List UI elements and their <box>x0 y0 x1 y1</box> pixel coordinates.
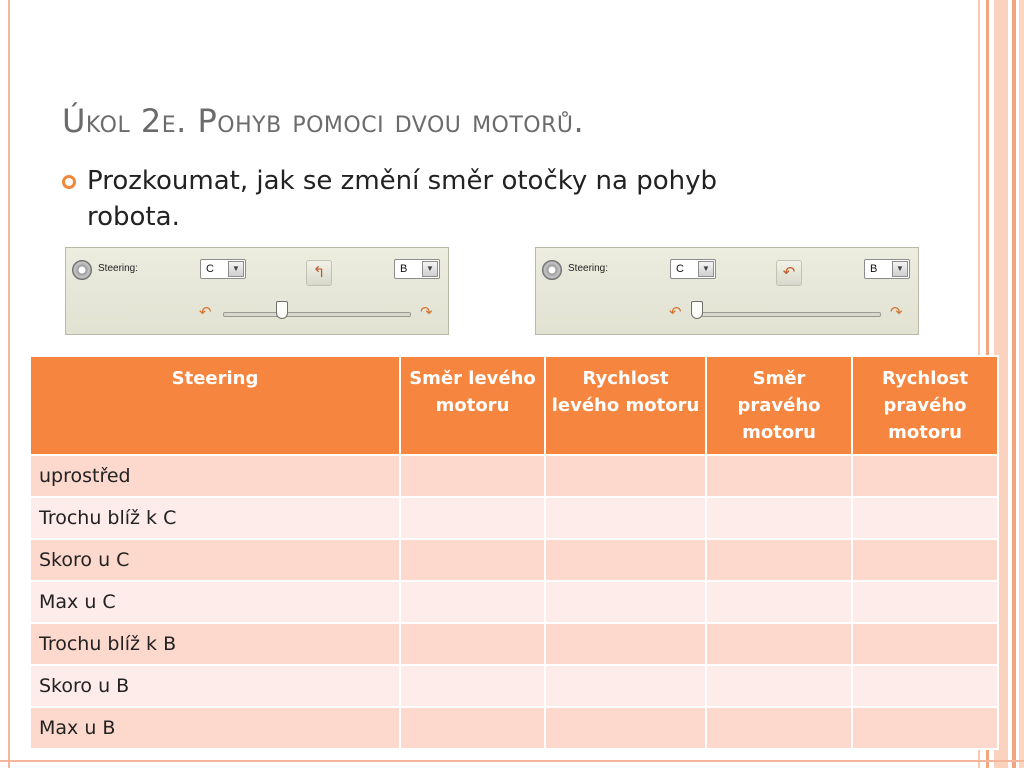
table-cell[interactable] <box>852 623 998 665</box>
steering-slider-thumb[interactable] <box>276 301 288 319</box>
gear-icon[interactable] <box>72 260 92 280</box>
chevron-down-icon[interactable]: ▼ <box>698 261 714 277</box>
table-row <box>30 623 998 665</box>
border-line <box>1019 0 1024 768</box>
table-cell[interactable] <box>545 539 706 581</box>
column-header-steering: Steering <box>30 356 400 455</box>
table-cell[interactable] <box>545 497 706 539</box>
table-cell[interactable] <box>400 665 545 707</box>
port-left-select[interactable] <box>200 259 246 279</box>
table-cell[interactable] <box>400 497 545 539</box>
row-label: Max u B <box>30 707 400 749</box>
turn-left-icon: ↶ <box>199 304 212 321</box>
bullet-item <box>62 163 802 235</box>
row-label: Skoro u C <box>30 539 400 581</box>
table-cell[interactable] <box>400 707 545 749</box>
port-right-value: B <box>870 263 878 275</box>
row-label: Trochu blíž k B <box>30 623 400 665</box>
table-cell[interactable] <box>706 623 852 665</box>
port-left-value: C <box>206 263 214 275</box>
table-cell[interactable] <box>852 581 998 623</box>
column-header-right-direction: Směr pravého motoru <box>706 356 852 455</box>
table-cell[interactable] <box>545 665 706 707</box>
table-row <box>30 707 998 749</box>
table-cell[interactable] <box>706 581 852 623</box>
border-line <box>8 0 10 768</box>
table-row <box>30 539 998 581</box>
arrow-up-icon[interactable]: ↰ <box>306 260 332 286</box>
table-cell[interactable] <box>400 455 545 497</box>
table-cell[interactable] <box>852 539 998 581</box>
turn-right-icon: ↷ <box>890 304 903 321</box>
steering-slider-track[interactable] <box>693 312 881 317</box>
port-right-select[interactable] <box>394 259 440 279</box>
steering-label: Steering: <box>98 263 139 274</box>
table-cell[interactable] <box>400 539 545 581</box>
column-header-left-direction: Směr levého motoru <box>400 356 545 455</box>
table-cell[interactable] <box>400 581 545 623</box>
port-right-select[interactable] <box>864 259 910 279</box>
table-row <box>30 455 998 497</box>
table-cell[interactable] <box>852 497 998 539</box>
turn-left-icon[interactable]: ↶ <box>776 260 802 286</box>
table-cell[interactable] <box>706 497 852 539</box>
steering-slider-thumb[interactable] <box>691 301 703 319</box>
slide-title: Úkol 2e. Pohyb pomoci dvou motorů. <box>62 102 585 140</box>
row-label: Skoro u B <box>30 665 400 707</box>
table-row <box>30 665 998 707</box>
row-label: Trochu blíž k C <box>30 497 400 539</box>
row-label: uprostřed <box>30 455 400 497</box>
row-label: Max u C <box>30 581 400 623</box>
table-cell[interactable] <box>400 623 545 665</box>
border-line <box>1012 0 1016 768</box>
table-cell[interactable] <box>852 665 998 707</box>
turn-right-icon: ↷ <box>420 304 433 321</box>
table-cell[interactable] <box>545 707 706 749</box>
table-cell[interactable] <box>852 455 998 497</box>
border-line <box>0 760 1024 762</box>
chevron-down-icon[interactable]: ▼ <box>422 261 438 277</box>
port-left-select[interactable] <box>670 259 716 279</box>
table-cell[interactable] <box>706 707 852 749</box>
bullet-icon <box>62 175 76 189</box>
column-header-left-speed: Rychlost levého motoru <box>545 356 706 455</box>
steering-panel-2 <box>535 247 919 335</box>
chevron-down-icon[interactable]: ▼ <box>228 261 244 277</box>
steering-panel-1 <box>65 247 449 335</box>
chevron-down-icon[interactable]: ▼ <box>892 261 908 277</box>
table-row <box>30 497 998 539</box>
table-cell[interactable] <box>545 623 706 665</box>
table-cell[interactable] <box>706 455 852 497</box>
column-header-right-speed: Rychlost pravého motoru <box>852 356 998 455</box>
table-cell[interactable] <box>545 455 706 497</box>
steering-label: Steering: <box>568 263 609 274</box>
gear-icon[interactable] <box>542 260 562 280</box>
table-cell[interactable] <box>852 707 998 749</box>
table-row <box>30 581 998 623</box>
port-right-value: B <box>400 263 408 275</box>
port-left-value: C <box>676 263 684 275</box>
table-cell[interactable] <box>706 539 852 581</box>
turn-left-icon: ↶ <box>669 304 682 321</box>
bullet-text: Prozkoumat, jak se změní směr otočky na pohyb robota. <box>87 166 717 232</box>
table-cell[interactable] <box>706 665 852 707</box>
table-cell[interactable] <box>545 581 706 623</box>
steering-slider-track[interactable] <box>223 312 411 317</box>
table-header-row <box>30 356 998 455</box>
steering-table <box>29 355 999 750</box>
